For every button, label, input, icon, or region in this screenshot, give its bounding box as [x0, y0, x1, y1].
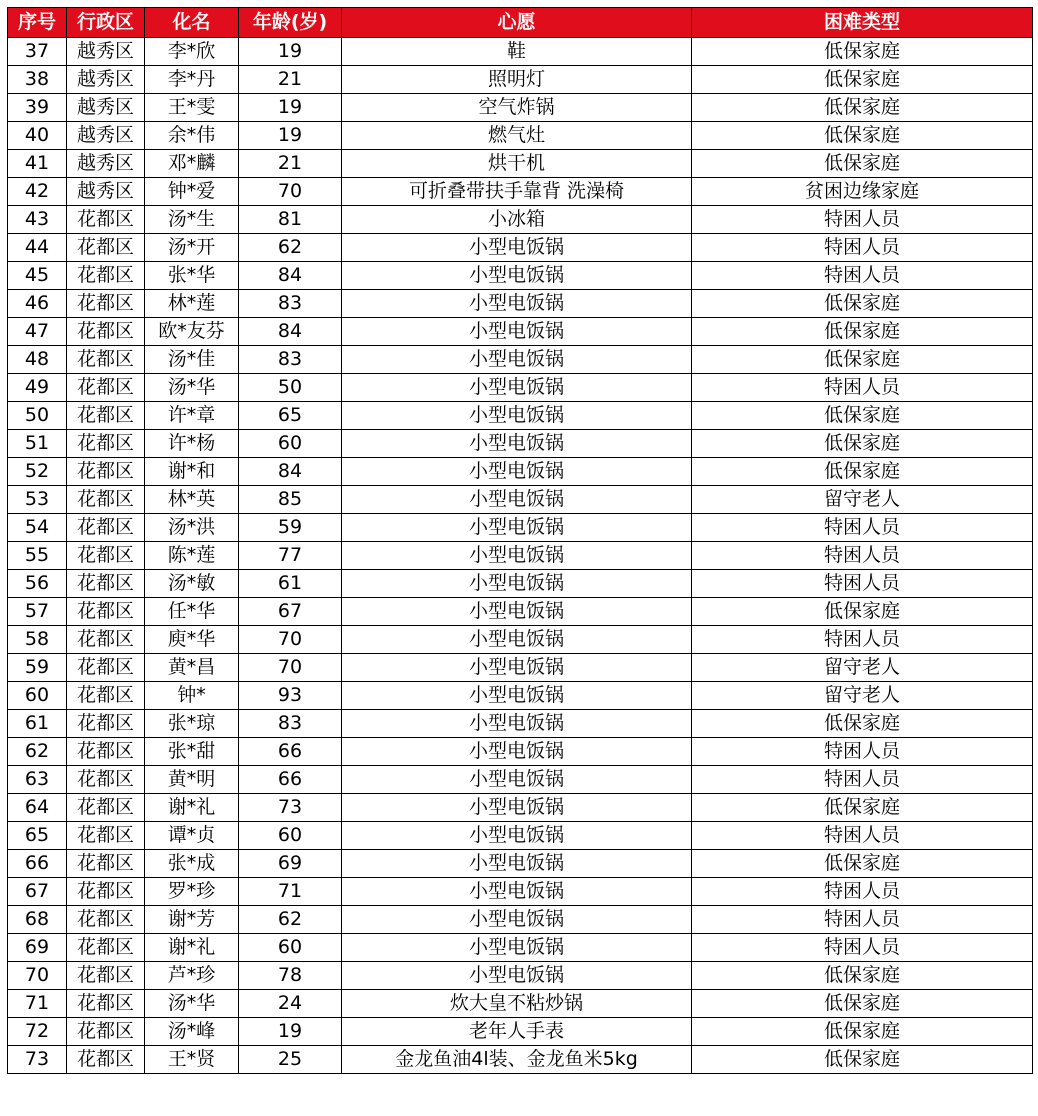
- cell-age: 73: [239, 794, 342, 822]
- cell-alias: 谢*礼: [145, 934, 239, 962]
- cell-alias: 林*莲: [145, 290, 239, 318]
- cell-alias: 李*欣: [145, 38, 239, 66]
- cell-hardship-type: 低保家庭: [692, 150, 1033, 178]
- cell-district: 花都区: [67, 570, 145, 598]
- cell-district: 花都区: [67, 822, 145, 850]
- cell-hardship-type: 低保家庭: [692, 990, 1033, 1018]
- header-district: 行政区: [67, 8, 145, 38]
- cell-serial-number: 58: [8, 626, 67, 654]
- cell-hardship-type: 特困人员: [692, 570, 1033, 598]
- cell-alias: 王*雯: [145, 94, 239, 122]
- cell-wish: 小冰箱: [342, 206, 692, 234]
- cell-age: 61: [239, 570, 342, 598]
- cell-hardship-type: 低保家庭: [692, 346, 1033, 374]
- cell-alias: 任*华: [145, 598, 239, 626]
- cell-wish: 炊大皇不粘炒锅: [342, 990, 692, 1018]
- cell-alias: 谭*贞: [145, 822, 239, 850]
- table-row: [8, 318, 1033, 346]
- cell-alias: 许*杨: [145, 430, 239, 458]
- cell-wish: 小型电饭锅: [342, 234, 692, 262]
- cell-hardship-type: 特困人员: [692, 262, 1033, 290]
- cell-age: 70: [239, 178, 342, 206]
- cell-age: 60: [239, 430, 342, 458]
- table-row: [8, 570, 1033, 598]
- cell-district: 花都区: [67, 794, 145, 822]
- cell-age: 78: [239, 962, 342, 990]
- cell-hardship-type: 低保家庭: [692, 1046, 1033, 1074]
- cell-wish: 小型电饭锅: [342, 738, 692, 766]
- cell-serial-number: 44: [8, 234, 67, 262]
- table-row: [8, 878, 1033, 906]
- cell-age: 60: [239, 822, 342, 850]
- header-row: [8, 8, 1033, 38]
- cell-district: 花都区: [67, 458, 145, 486]
- cell-age: 65: [239, 402, 342, 430]
- cell-age: 83: [239, 710, 342, 738]
- cell-district: 花都区: [67, 934, 145, 962]
- cell-district: 花都区: [67, 262, 145, 290]
- cell-district: 花都区: [67, 990, 145, 1018]
- cell-age: 70: [239, 626, 342, 654]
- cell-serial-number: 46: [8, 290, 67, 318]
- table-row: [8, 178, 1033, 206]
- cell-serial-number: 54: [8, 514, 67, 542]
- cell-hardship-type: 低保家庭: [692, 794, 1033, 822]
- table-row: [8, 122, 1033, 150]
- cell-hardship-type: 特困人员: [692, 206, 1033, 234]
- table-row: [8, 514, 1033, 542]
- cell-hardship-type: 低保家庭: [692, 66, 1033, 94]
- cell-serial-number: 64: [8, 794, 67, 822]
- cell-alias: 邓*麟: [145, 150, 239, 178]
- cell-alias: 林*英: [145, 486, 239, 514]
- cell-age: 62: [239, 906, 342, 934]
- cell-hardship-type: 特困人员: [692, 626, 1033, 654]
- cell-hardship-type: 低保家庭: [692, 598, 1033, 626]
- cell-age: 84: [239, 458, 342, 486]
- cell-wish: 小型电饭锅: [342, 962, 692, 990]
- cell-serial-number: 56: [8, 570, 67, 598]
- table-row: [8, 430, 1033, 458]
- cell-age: 93: [239, 682, 342, 710]
- cell-hardship-type: 特困人员: [692, 906, 1033, 934]
- cell-serial-number: 48: [8, 346, 67, 374]
- table-row: [8, 1046, 1033, 1074]
- cell-age: 70: [239, 654, 342, 682]
- table-row: [8, 234, 1033, 262]
- cell-hardship-type: 特困人员: [692, 878, 1033, 906]
- cell-age: 84: [239, 262, 342, 290]
- cell-alias: 汤*华: [145, 990, 239, 1018]
- cell-age: 25: [239, 1046, 342, 1074]
- cell-district: 花都区: [67, 626, 145, 654]
- table-row: [8, 290, 1033, 318]
- cell-serial-number: 47: [8, 318, 67, 346]
- cell-wish: 小型电饭锅: [342, 682, 692, 710]
- cell-district: 花都区: [67, 402, 145, 430]
- cell-serial-number: 62: [8, 738, 67, 766]
- table-row: [8, 262, 1033, 290]
- cell-alias: 罗*珍: [145, 878, 239, 906]
- cell-age: 19: [239, 38, 342, 66]
- cell-wish: 小型电饭锅: [342, 262, 692, 290]
- cell-serial-number: 71: [8, 990, 67, 1018]
- cell-hardship-type: 留守老人: [692, 486, 1033, 514]
- table-header: [8, 8, 1033, 38]
- wish-list-table: [7, 7, 1033, 1074]
- header-alias: 化名: [145, 8, 239, 38]
- cell-district: 花都区: [67, 346, 145, 374]
- cell-district: 花都区: [67, 542, 145, 570]
- cell-wish: 小型电饭锅: [342, 850, 692, 878]
- cell-district: 花都区: [67, 1046, 145, 1074]
- cell-serial-number: 73: [8, 1046, 67, 1074]
- cell-hardship-type: 低保家庭: [692, 402, 1033, 430]
- table-row: [8, 150, 1033, 178]
- cell-district: 花都区: [67, 318, 145, 346]
- cell-age: 19: [239, 94, 342, 122]
- cell-hardship-type: 低保家庭: [692, 850, 1033, 878]
- cell-wish: 小型电饭锅: [342, 626, 692, 654]
- cell-district: 花都区: [67, 850, 145, 878]
- table-row: [8, 822, 1033, 850]
- cell-serial-number: 67: [8, 878, 67, 906]
- cell-hardship-type: 低保家庭: [692, 430, 1033, 458]
- cell-wish: 小型电饭锅: [342, 542, 692, 570]
- cell-wish: 小型电饭锅: [342, 570, 692, 598]
- cell-hardship-type: 低保家庭: [692, 94, 1033, 122]
- cell-age: 66: [239, 766, 342, 794]
- cell-district: 花都区: [67, 654, 145, 682]
- cell-wish: 小型电饭锅: [342, 934, 692, 962]
- cell-district: 花都区: [67, 738, 145, 766]
- table-row: [8, 962, 1033, 990]
- cell-serial-number: 53: [8, 486, 67, 514]
- cell-age: 81: [239, 206, 342, 234]
- cell-hardship-type: 特困人员: [692, 374, 1033, 402]
- cell-wish: 小型电饭锅: [342, 430, 692, 458]
- cell-age: 24: [239, 990, 342, 1018]
- table-row: [8, 402, 1033, 430]
- cell-wish: 小型电饭锅: [342, 906, 692, 934]
- cell-hardship-type: 特困人员: [692, 822, 1033, 850]
- cell-serial-number: 45: [8, 262, 67, 290]
- cell-district: 花都区: [67, 234, 145, 262]
- cell-serial-number: 57: [8, 598, 67, 626]
- cell-hardship-type: 特困人员: [692, 514, 1033, 542]
- cell-wish: 小型电饭锅: [342, 374, 692, 402]
- table-row: [8, 766, 1033, 794]
- cell-alias: 王*贤: [145, 1046, 239, 1074]
- cell-district: 花都区: [67, 598, 145, 626]
- cell-alias: 张*甜: [145, 738, 239, 766]
- cell-wish: 金龙鱼油4l装、金龙鱼米5kg: [342, 1046, 692, 1074]
- table-row: [8, 850, 1033, 878]
- cell-wish: 小型电饭锅: [342, 794, 692, 822]
- cell-wish: 鞋: [342, 38, 692, 66]
- cell-alias: 谢*礼: [145, 794, 239, 822]
- cell-district: 越秀区: [67, 122, 145, 150]
- cell-alias: 钟*: [145, 682, 239, 710]
- cell-hardship-type: 特困人员: [692, 738, 1033, 766]
- cell-hardship-type: 低保家庭: [692, 962, 1033, 990]
- cell-alias: 黄*明: [145, 766, 239, 794]
- cell-alias: 庾*华: [145, 626, 239, 654]
- cell-serial-number: 49: [8, 374, 67, 402]
- cell-serial-number: 60: [8, 682, 67, 710]
- cell-wish: 可折叠带扶手靠背 洗澡椅: [342, 178, 692, 206]
- cell-serial-number: 42: [8, 178, 67, 206]
- cell-alias: 芦*珍: [145, 962, 239, 990]
- cell-serial-number: 43: [8, 206, 67, 234]
- cell-serial-number: 61: [8, 710, 67, 738]
- cell-hardship-type: 低保家庭: [692, 38, 1033, 66]
- table-row: [8, 346, 1033, 374]
- cell-wish: 小型电饭锅: [342, 514, 692, 542]
- cell-alias: 陈*莲: [145, 542, 239, 570]
- cell-serial-number: 66: [8, 850, 67, 878]
- cell-district: 花都区: [67, 906, 145, 934]
- cell-district: 越秀区: [67, 150, 145, 178]
- cell-alias: 张*琼: [145, 710, 239, 738]
- cell-district: 花都区: [67, 206, 145, 234]
- cell-wish: 烘干机: [342, 150, 692, 178]
- cell-alias: 李*丹: [145, 66, 239, 94]
- cell-wish: 小型电饭锅: [342, 710, 692, 738]
- cell-serial-number: 72: [8, 1018, 67, 1046]
- cell-alias: 黄*昌: [145, 654, 239, 682]
- cell-wish: 照明灯: [342, 66, 692, 94]
- cell-district: 花都区: [67, 878, 145, 906]
- cell-hardship-type: 低保家庭: [692, 318, 1033, 346]
- cell-alias: 谢*和: [145, 458, 239, 486]
- cell-wish: 小型电饭锅: [342, 822, 692, 850]
- cell-serial-number: 38: [8, 66, 67, 94]
- cell-district: 越秀区: [67, 178, 145, 206]
- table-body: [8, 38, 1033, 1074]
- table-row: [8, 626, 1033, 654]
- cell-alias: 张*成: [145, 850, 239, 878]
- table-row: [8, 542, 1033, 570]
- cell-serial-number: 68: [8, 906, 67, 934]
- cell-wish: 老年人手表: [342, 1018, 692, 1046]
- cell-alias: 汤*敏: [145, 570, 239, 598]
- cell-wish: 小型电饭锅: [342, 654, 692, 682]
- cell-hardship-type: 特困人员: [692, 766, 1033, 794]
- table-row: [8, 934, 1033, 962]
- table-row: [8, 206, 1033, 234]
- cell-district: 花都区: [67, 374, 145, 402]
- header-hardship-type: 困难类型: [692, 8, 1033, 38]
- cell-wish: 空气炸锅: [342, 94, 692, 122]
- cell-age: 83: [239, 346, 342, 374]
- cell-district: 花都区: [67, 486, 145, 514]
- cell-age: 84: [239, 318, 342, 346]
- table-row: [8, 738, 1033, 766]
- cell-age: 66: [239, 738, 342, 766]
- cell-serial-number: 55: [8, 542, 67, 570]
- cell-hardship-type: 特困人员: [692, 542, 1033, 570]
- table-row: [8, 710, 1033, 738]
- cell-district: 越秀区: [67, 38, 145, 66]
- cell-age: 19: [239, 122, 342, 150]
- cell-district: 花都区: [67, 1018, 145, 1046]
- cell-hardship-type: 留守老人: [692, 682, 1033, 710]
- cell-alias: 汤*峰: [145, 1018, 239, 1046]
- cell-alias: 欧*友芬: [145, 318, 239, 346]
- cell-alias: 汤*佳: [145, 346, 239, 374]
- header-wish: 心愿: [342, 8, 692, 38]
- cell-serial-number: 59: [8, 654, 67, 682]
- cell-alias: 汤*生: [145, 206, 239, 234]
- cell-serial-number: 40: [8, 122, 67, 150]
- cell-wish: 小型电饭锅: [342, 346, 692, 374]
- cell-wish: 小型电饭锅: [342, 458, 692, 486]
- cell-serial-number: 69: [8, 934, 67, 962]
- table-row: [8, 66, 1033, 94]
- cell-age: 21: [239, 66, 342, 94]
- cell-age: 77: [239, 542, 342, 570]
- cell-serial-number: 39: [8, 94, 67, 122]
- cell-alias: 余*伟: [145, 122, 239, 150]
- cell-alias: 张*华: [145, 262, 239, 290]
- table-row: [8, 794, 1033, 822]
- cell-district: 越秀区: [67, 66, 145, 94]
- cell-age: 19: [239, 1018, 342, 1046]
- cell-hardship-type: 低保家庭: [692, 290, 1033, 318]
- table-row: [8, 654, 1033, 682]
- cell-age: 71: [239, 878, 342, 906]
- cell-district: 花都区: [67, 710, 145, 738]
- cell-serial-number: 41: [8, 150, 67, 178]
- cell-alias: 许*章: [145, 402, 239, 430]
- cell-wish: 小型电饭锅: [342, 766, 692, 794]
- cell-hardship-type: 低保家庭: [692, 458, 1033, 486]
- cell-serial-number: 63: [8, 766, 67, 794]
- cell-age: 83: [239, 290, 342, 318]
- table-row: [8, 598, 1033, 626]
- table-row: [8, 906, 1033, 934]
- cell-wish: 小型电饭锅: [342, 878, 692, 906]
- cell-district: 花都区: [67, 962, 145, 990]
- cell-hardship-type: 低保家庭: [692, 122, 1033, 150]
- cell-district: 花都区: [67, 682, 145, 710]
- cell-hardship-type: 低保家庭: [692, 710, 1033, 738]
- cell-age: 85: [239, 486, 342, 514]
- cell-wish: 小型电饭锅: [342, 486, 692, 514]
- cell-wish: 燃气灶: [342, 122, 692, 150]
- cell-district: 花都区: [67, 766, 145, 794]
- cell-serial-number: 37: [8, 38, 67, 66]
- cell-serial-number: 50: [8, 402, 67, 430]
- cell-serial-number: 52: [8, 458, 67, 486]
- cell-alias: 汤*开: [145, 234, 239, 262]
- cell-hardship-type: 低保家庭: [692, 1018, 1033, 1046]
- cell-age: 60: [239, 934, 342, 962]
- cell-age: 62: [239, 234, 342, 262]
- cell-district: 花都区: [67, 290, 145, 318]
- cell-district: 越秀区: [67, 94, 145, 122]
- cell-hardship-type: 留守老人: [692, 654, 1033, 682]
- table-row: [8, 38, 1033, 66]
- cell-district: 花都区: [67, 514, 145, 542]
- table-row: [8, 1018, 1033, 1046]
- cell-wish: 小型电饭锅: [342, 598, 692, 626]
- cell-age: 67: [239, 598, 342, 626]
- cell-alias: 汤*华: [145, 374, 239, 402]
- cell-district: 花都区: [67, 430, 145, 458]
- cell-age: 21: [239, 150, 342, 178]
- header-serial-number: 序号: [8, 8, 67, 38]
- table-row: [8, 682, 1033, 710]
- cell-wish: 小型电饭锅: [342, 318, 692, 346]
- cell-hardship-type: 特困人员: [692, 934, 1033, 962]
- cell-serial-number: 51: [8, 430, 67, 458]
- cell-alias: 钟*爱: [145, 178, 239, 206]
- cell-age: 69: [239, 850, 342, 878]
- table-row: [8, 374, 1033, 402]
- cell-serial-number: 70: [8, 962, 67, 990]
- cell-serial-number: 65: [8, 822, 67, 850]
- cell-hardship-type: 特困人员: [692, 234, 1033, 262]
- cell-age: 59: [239, 514, 342, 542]
- cell-alias: 谢*芳: [145, 906, 239, 934]
- table-row: [8, 990, 1033, 1018]
- cell-hardship-type: 贫困边缘家庭: [692, 178, 1033, 206]
- cell-wish: 小型电饭锅: [342, 290, 692, 318]
- cell-age: 50: [239, 374, 342, 402]
- cell-wish: 小型电饭锅: [342, 402, 692, 430]
- table-row: [8, 458, 1033, 486]
- header-age: 年龄(岁): [239, 8, 342, 38]
- table-row: [8, 486, 1033, 514]
- table-row: [8, 94, 1033, 122]
- cell-alias: 汤*洪: [145, 514, 239, 542]
